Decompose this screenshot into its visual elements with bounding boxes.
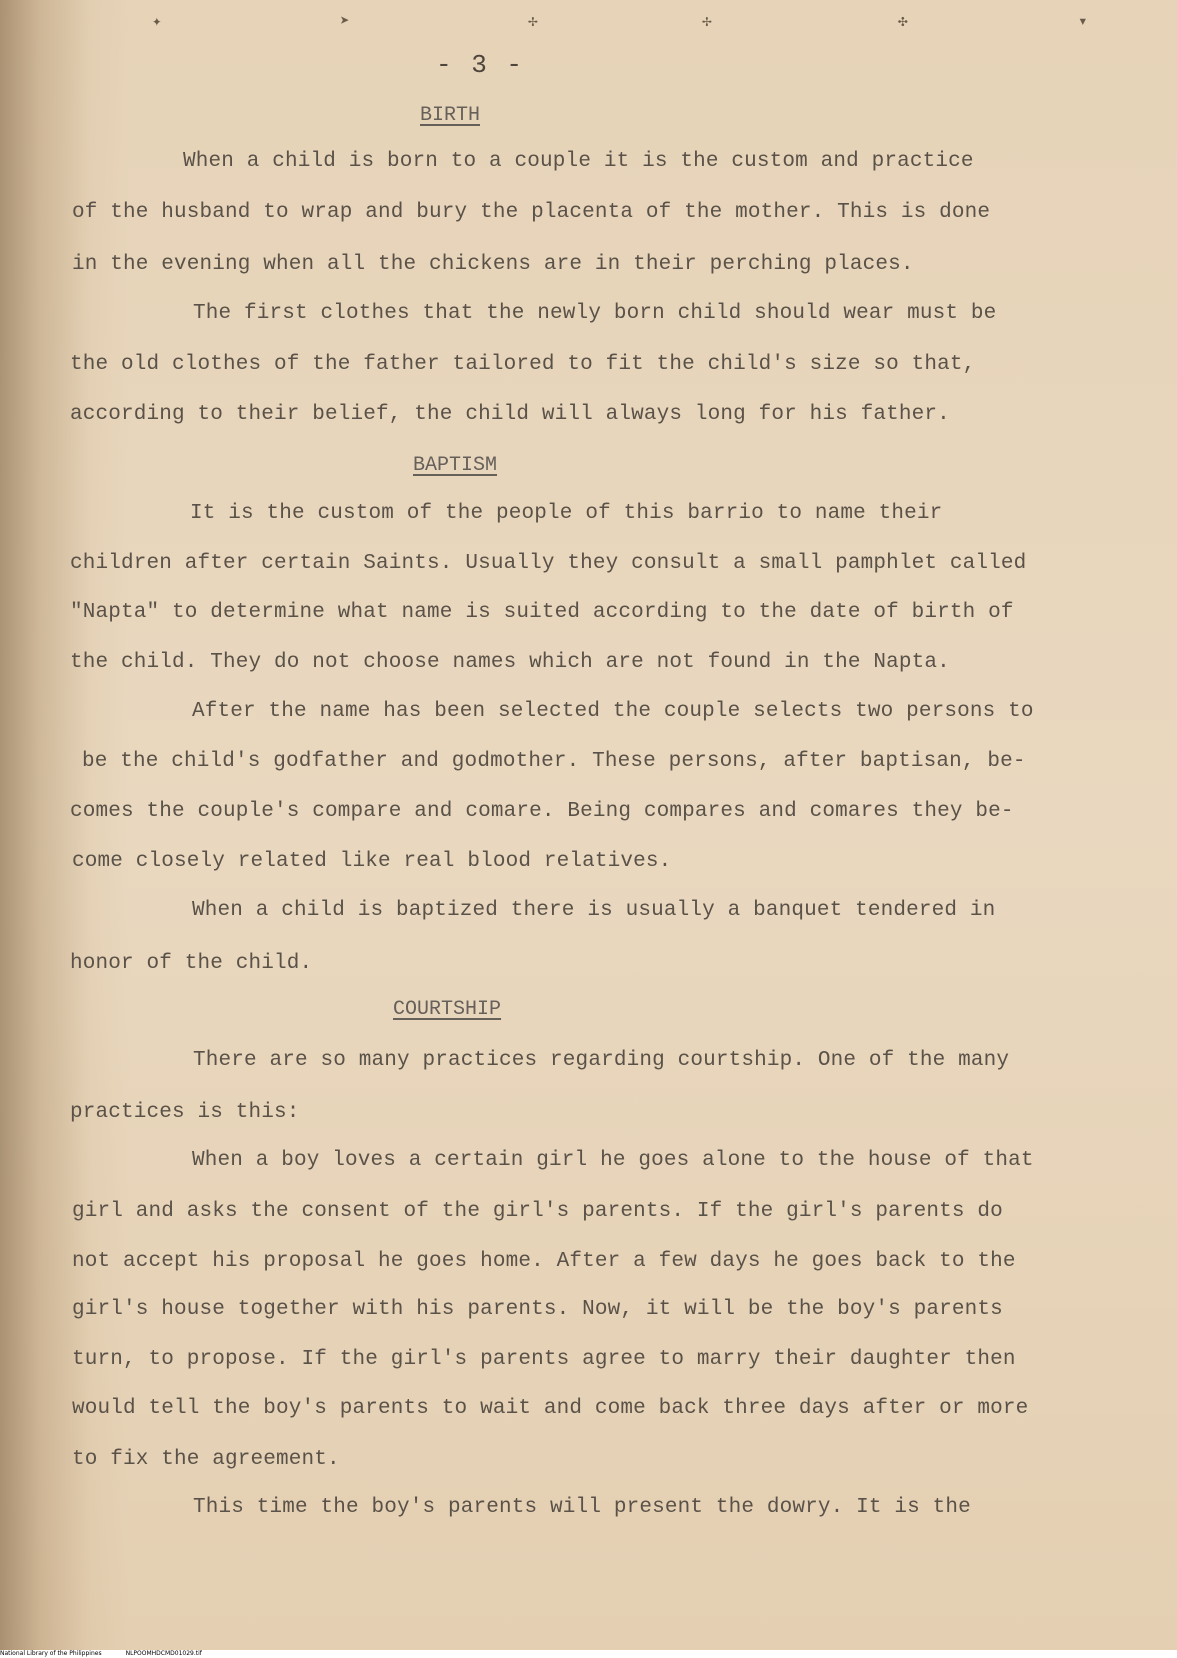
paragraph-line: the child. They do not choose names which are not found in the Napta. [70, 651, 950, 674]
paragraph-line: There are so many practices regarding courtship. One of the many [193, 1049, 1010, 1072]
scan-footer [0, 1650, 1177, 1658]
paragraph-line: of the husband to wrap and bury the placenta of the mother. This is done [72, 201, 991, 224]
paragraph-line: practices is this: [70, 1101, 300, 1124]
staple-mark-icon: ✣ [898, 13, 908, 31]
paragraph-line: the old clothes of the father tailored to fit the child's size so that, [70, 353, 976, 376]
staple-mark-icon: ✢ [528, 13, 538, 31]
section-heading-courtship: COURTSHIP [393, 998, 502, 1021]
page-number: - 3 - [435, 50, 524, 80]
paragraph-line: girl and asks the consent of the girl's parents. If the girl's parents do [72, 1200, 1003, 1223]
paragraph-line: girl's house together with his parents. Now, it will be the boy's parents [72, 1298, 1003, 1321]
footer-library: National Library of the Philippines [0, 1650, 102, 1657]
paragraph-line: comes the couple's compare and comare. Being compares and comares they be- [70, 800, 1014, 823]
paragraph-line: be the child's godfather and godmother. These persons, after baptisan, be- [82, 750, 1026, 773]
paragraph-line: After the name has been selected the couple selects two persons to [192, 700, 1034, 723]
paragraph-line: would tell the boy's parents to wait and come back three days after or more [72, 1397, 1029, 1420]
paragraph-line: turn, to propose. If the girl's parents agree to marry their daughter then [72, 1348, 1016, 1371]
paragraph-line: It is the custom of the people of this barrio to name their [190, 502, 943, 525]
paragraph-line: not accept his proposal he goes home. After a few days he goes back to the [72, 1250, 1016, 1273]
staple-mark-icon: ▾ [1078, 13, 1088, 31]
staple-mark-icon: ➤ [340, 13, 350, 31]
section-heading-baptism: BAPTISM [413, 454, 498, 477]
paragraph-line: The first clothes that the newly born child should wear must be [193, 302, 997, 325]
staple-mark-icon: ✢ [702, 13, 712, 31]
paragraph-line: When a boy loves a certain girl he goes alone to the house of that [192, 1149, 1034, 1172]
paragraph-line: "Napta" to determine what name is suited according to the date of birth of [70, 601, 1014, 624]
paragraph-line: honor of the child. [70, 952, 313, 975]
section-heading-birth: BIRTH [420, 104, 481, 127]
paragraph-line: come closely related like real blood relatives. [72, 850, 672, 873]
paragraph-line: in the evening when all the chickens are in their perching places. [72, 253, 914, 276]
paragraph-line: to fix the agreement. [72, 1448, 340, 1471]
staple-mark-icon: ✦ [152, 13, 162, 31]
footer-filename: NLPOOMHDCMD01029.tif [125, 1650, 202, 1657]
paragraph-line: children after certain Saints. Usually they consult a small pamphlet called [70, 552, 1027, 575]
paragraph-line: This time the boy's parents will present the dowry. It is the [193, 1496, 971, 1519]
paragraph-line: When a child is born to a couple it is the custom and practice [183, 150, 974, 173]
paragraph-line: When a child is baptized there is usually a banquet tendered in [192, 899, 996, 922]
paragraph-line: according to their belief, the child will always long for his father. [70, 403, 950, 426]
